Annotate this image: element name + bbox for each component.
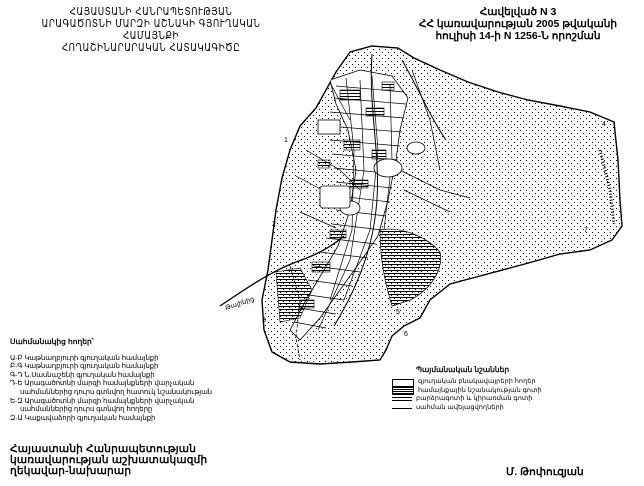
boundary-point-row: Զ-Ա Կաքավաձորի գյուղական համայնքի	[10, 414, 156, 422]
border-label-corner: 4	[602, 121, 606, 128]
annex-line-3: հուլիսի 14-ի N 1256-Ն որոշման	[435, 30, 601, 42]
boundary-point-row: Ա-Բ Կաթնաղբյուրի գյուղական համայնքի	[10, 354, 159, 362]
legend-item	[392, 395, 637, 403]
legend-label: համայնքային նշանակության գոտի	[418, 386, 542, 394]
border-label-2: 2	[272, 221, 276, 228]
legend-symbol-line	[392, 408, 412, 409]
annex-line-1: Հավելված N 3	[479, 6, 557, 18]
legend-label: գյուղական բնակավայրերի հողեր	[418, 378, 536, 386]
boundary-points-list	[10, 338, 260, 423]
boundary-point-row: սահմաններից դուրս գտնվող հատուկ նշանակության	[20, 388, 212, 396]
annex-line-2: ՀՀ կառավարության 2005 թվականի	[418, 18, 618, 30]
boundary-point-row: սահմաններից դուրս գտնվող հողերը	[20, 406, 153, 414]
boundary-point-row: Գ-Դ Ն.Սասնաշենի գյուղական համայնքի	[10, 371, 155, 379]
boundary-point-row: Ե-Զ Արագածոտնի մարզի համայնքների վարչական	[10, 397, 195, 405]
legend-symbol-lines	[392, 397, 412, 401]
road-label: Թալինից	[224, 295, 256, 312]
legend-item	[392, 387, 637, 395]
ministry-line-3: ղեկավար-նախարար	[10, 465, 132, 477]
boundary-point-row: Բ-Գ Կաթնաղբյուրի գյուղական համայնքի	[10, 363, 159, 371]
ministry-block	[10, 444, 207, 477]
legend-symbol-box	[392, 379, 414, 387]
legend-heading: Պայմանական նշաններ	[416, 365, 510, 374]
signer-name: Մ. Թոփուզյան	[506, 466, 584, 478]
boundary-point-row: Դ-Ե Արագածոտնի մարզի համայնքների վարչական	[10, 380, 195, 388]
ministry-line-1: Հայաստանի Հանրապետության	[10, 443, 197, 455]
border-label-5: 6	[404, 331, 408, 338]
title-line-1: ՀԱՅԱՍՏԱՆԻ ՀԱՆՐԱՊԵՏՈՒԹՅԱՆ	[69, 6, 233, 18]
border-label-6: 7	[584, 227, 588, 234]
boundary-points-heading: Սահմանակից հողեր՝	[10, 337, 94, 346]
legend-label: բարձրագոտի և կիրառման գոտի	[416, 395, 533, 403]
border-label-3: 3	[262, 317, 266, 324]
ministry-line-2: կառավարության աշխատակազմի	[10, 454, 208, 466]
map-legend	[392, 366, 637, 412]
legend-symbol-stripes	[392, 387, 414, 395]
border-label-1: 1	[284, 137, 288, 144]
title-line-3: ՀՈՂԱՇԻՆԱՐԱՐԱԿԱՆ ՀԱՏԱԿԱԳԻԾԸ	[61, 42, 241, 54]
legend-item	[392, 404, 637, 412]
legend-label: սահման ավելացվողների	[416, 403, 504, 411]
border-label-4: 5	[396, 309, 400, 316]
title-line-2: ԱՐԱԳԱԾՈՏՆԻ ՄԱՐԶԻ ԱՇՆԱԿԻ ԳՅՈՒՂԱԿԱՆ ՀԱՄԱՅՆՔԻ	[41, 18, 261, 42]
legend-item	[392, 378, 637, 386]
